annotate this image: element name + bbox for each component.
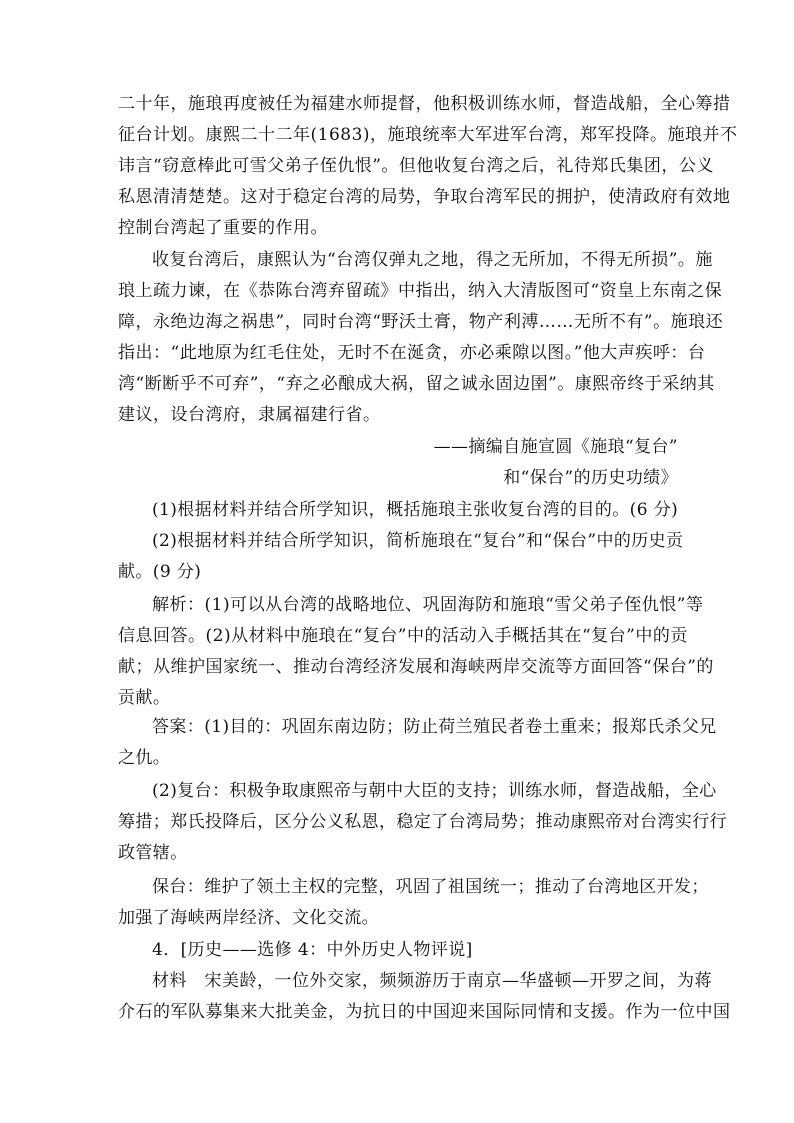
source-line-1: ——摘编自施宣圆《施琅“复台”	[433, 437, 678, 457]
answer-2-line-2: 筹措；郑氏投降后，区分公义私恩，稳定了台湾局势；推动康熙帝对台湾实行行	[118, 812, 727, 832]
passage-main	[118, 245, 724, 431]
answer-part-3	[118, 872, 709, 934]
answer-part-2	[118, 776, 727, 869]
section-4-heading: 4．[历史——选修 4：中外历史人物评说]	[152, 940, 473, 960]
answer-3-line-1: 保台：维护了领土主权的完整，巩固了祖国统一；推动了台湾地区开发；	[152, 877, 709, 897]
question-1: (1)根据材料并结合所学知识，概括施琅主张收复台湾的目的。(6 分)	[152, 500, 679, 520]
analysis-line: 贡献。	[118, 688, 171, 708]
analysis	[118, 590, 714, 714]
passage-main-line: 指出：“此地原为红毛住处，无时不在涎贪，亦必乘隙以图。”他大声疾呼：台	[118, 343, 706, 363]
source-line-2: 和“保台”的历史功绩》	[503, 468, 678, 488]
question-2-line-1: (2)根据材料并结合所学知识，简析施琅在“复台”和“保台”中的历史贡	[152, 531, 684, 551]
questions	[118, 495, 684, 588]
section-4-material	[118, 966, 731, 1028]
section-4	[118, 935, 678, 966]
passage-main-line: 障，永绝边海之祸患”，同时台湾“野沃土膏，物产利溥……无所不有”。施琅还	[118, 312, 724, 332]
passage-intro-line: 征台计划。康熙二十二年(1683)，施琅统率大军进军台湾，郑军投降。施琅并不	[118, 125, 738, 145]
analysis-line: 献；从维护国家统一、推动台湾经济发展和海峡两岸交流等方面回答“保台”的	[118, 657, 714, 677]
passage-main-line: 湾“断断乎不可弃”，“弃之必酿成大祸，留之诚永固边圉”。康熙帝终于采纳其	[118, 374, 715, 394]
material-line-2: 介石的军队募集来大批美金，为抗日的中国迎来国际同情和支援。作为一位中国	[118, 1002, 731, 1022]
answer-2-line-3: 政管辖。	[118, 843, 188, 863]
passage-main-line: 收复台湾后，康熙认为“台湾仅弹丸之地，得之无所加，不得无所损”。施	[152, 250, 713, 270]
answer-3-line-2: 加强了海峡两岸经济、文化交流。	[118, 908, 379, 928]
question-2-line-2: 献。(9 分)	[118, 562, 202, 582]
passage-intro-line: 私恩清清楚楚。这对于稳定台湾的局势，争取台湾军民的拥护，使清政府有效地	[118, 187, 731, 207]
analysis-line: 解析：(1)可以从台湾的战略地位、巩固海防和施琅“雪父弟子侄仇恨”等	[152, 595, 704, 615]
passage-intro-line: 控制台湾起了重要的作用。	[118, 218, 328, 238]
passage-intro-line: 讳言“窃意棒此可雪父弟子侄仇恨”。但他收复台湾之后，礼待郑氏集团，公义	[118, 156, 714, 176]
answer-1-line-2: 之仇。	[118, 748, 171, 768]
passage-intro-line: 二十年，施琅再度被任为福建水师提督，他积极训练水师，督造战船，全心筹措	[118, 94, 731, 114]
material-line-1: 材料 宋美龄，一位外交家，频频游历于南京—华盛顿—开罗之间，为蒋	[152, 971, 712, 991]
passage-main-line: 琅上疏力谏，在《恭陈台湾弃留疏》中指出，纳入大清版图可“资皇上东南之保	[118, 281, 723, 301]
answer	[118, 712, 717, 774]
answer-2-line-1: (2)复台：积极争取康熙帝与朝中大臣的支持；训练水师，督造战船，全心	[152, 781, 717, 801]
answer-1-line-1: 答案：(1)目的：巩固东南边防；防止荷兰殖民者卷土重来；报郑氏杀父兄	[152, 717, 717, 737]
analysis-line: 信息回答。(2)从材料中施琅在“复台”中的活动入手概括其在“复台”中的贡	[118, 626, 688, 646]
source-citation	[118, 432, 678, 494]
passage-intro	[118, 89, 738, 244]
passage-main-line: 建议，设台湾府，隶属福建行省。	[118, 405, 381, 425]
